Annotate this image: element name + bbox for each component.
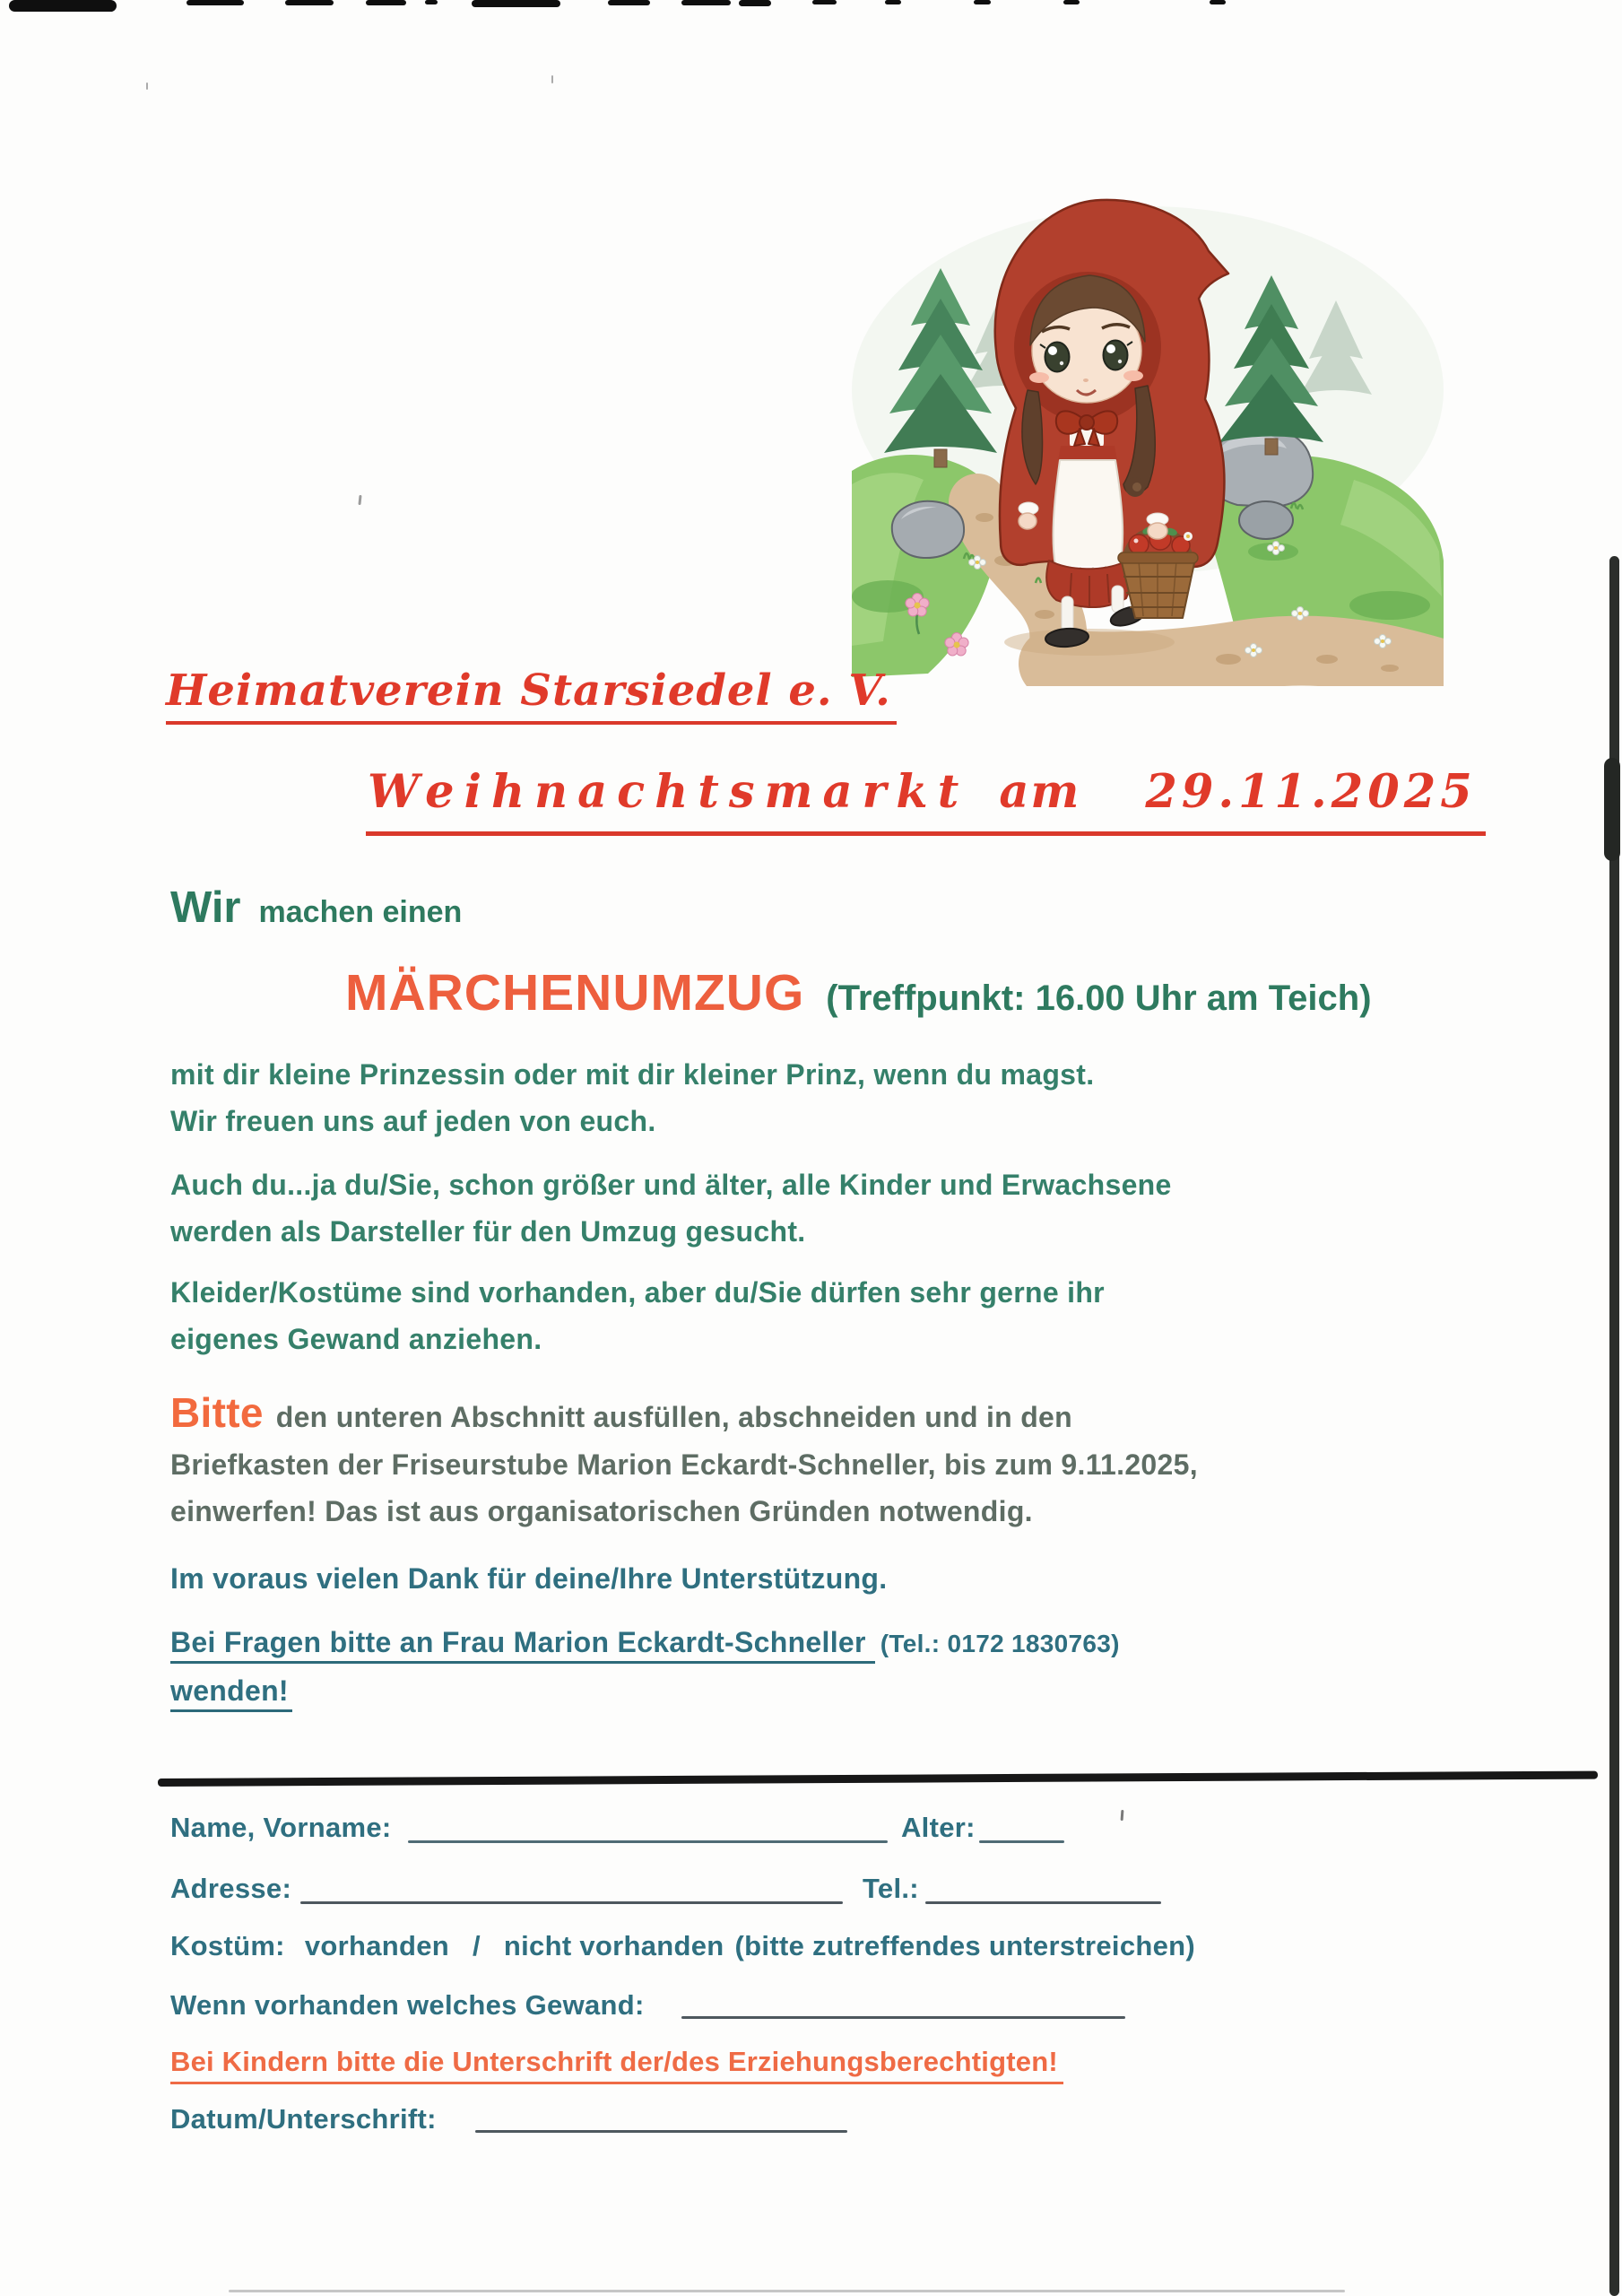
event-title-line [366,765,1486,836]
contact-line [170,1626,1120,1659]
event-am: am [999,765,1081,819]
intro-machen: machen einen [258,895,463,929]
little-red-riding-hood-illustration [852,175,1444,686]
scan-speck [551,75,553,83]
paragraph-line: Wir freuen uns auf jeden von euch. [170,1105,656,1137]
scan-artifact [472,0,560,7]
kostuem-option-vorhanden: vorhanden [304,1930,449,1961]
scan-artifact [885,0,901,4]
kostuem-line [170,1930,1195,1962]
scan-artifact [681,0,731,5]
contact-phone: (Tel.: 0172 1830763) [880,1630,1120,1657]
scan-artifact [285,0,334,5]
paragraph-line: einwerfen! Das ist aus organisatorischen Gründen notwendig. [170,1495,1033,1527]
kinder-note: Bei Kindern bitte die Unterschrift der/des Erziehungsberechtigten! [170,2046,1063,2084]
datum-field-label: Datum/Unterschrift: [170,2103,437,2135]
gewand-field-label: Wenn vorhanden welches Gewand: [170,1989,645,2021]
tel-field-label: Tel.: [863,1873,919,1904]
scan-artifact [366,0,406,5]
kostuem-hint: (bitte zutreffendes unterstreichen) [734,1930,1195,1961]
name-field-label: Name, Vorname: [170,1812,392,1843]
scan-artifact [608,0,650,5]
adresse-field-line [300,1901,843,1904]
club-name: Heimatverein Starsiedel e. V. [166,665,897,725]
kostuem-separator: / [472,1930,481,1961]
alter-field-label: Alter: [901,1812,976,1843]
kostuem-option-nicht-vorhanden: nicht vorhanden [503,1930,724,1961]
bitte-highlight: Bitte [170,1389,264,1436]
event-title: Weihnachtsmarkt [368,765,969,819]
scan-artifact [974,0,991,4]
alter-field-line [979,1840,1064,1843]
contact-name: Bei Fragen bitte an Frau Marion Eckardt-Schneller [170,1626,875,1664]
scan-artifact [739,0,771,6]
thanks-line: Im voraus vielen Dank für deine/Ihre Unterstützung. [170,1562,888,1595]
paragraph-line [170,1388,1072,1437]
paragraph-line: werden als Darsteller für den Umzug gesucht. [170,1215,806,1248]
kostuem-label: Kostüm: [170,1930,285,1961]
scan-speck [146,83,148,90]
gewand-field-line [681,2016,1125,2019]
intro-line [170,883,462,933]
intro-wir: Wir [170,883,241,932]
parade-meeting-point: (Treffpunkt: 16.00 Uhr am Teich) [826,978,1372,1018]
contact-wenden: wenden! [170,1674,292,1712]
paragraph-line: mit dir kleine Prinzessin oder mit dir kleiner Prinz, wenn du magst. [170,1058,1095,1091]
event-date: 29.11.2025 [1145,765,1477,819]
paragraph-line: Auch du...ja du/Sie, schon größer und älter, alle Kinder und Erwachsene [170,1169,1172,1201]
scan-artifact [812,0,837,4]
paragraph-line: Briefkasten der Friseurstube Marion Eckardt-Schneller, bis zum 9.11.2025, [170,1448,1198,1481]
parade-title-line [345,963,1372,1022]
adresse-field-label: Adresse: [170,1873,292,1904]
scan-edge-strip [1604,758,1620,861]
paragraph-line: Kleider/Kostüme sind vorhanden, aber du/Sie dürfen sehr gerne ihr [170,1276,1105,1309]
cut-line [158,1771,1598,1787]
scan-artifact [1210,0,1226,4]
scan-artifact [1063,0,1080,4]
datum-field-line [475,2130,847,2133]
paragraph-line: eigenes Gewand anziehen. [170,1323,542,1355]
contact-line-end [170,1674,292,1708]
name-field-line [408,1840,888,1843]
scan-speck [358,495,361,505]
tel-field-line [925,1901,1161,1904]
parade-title: MÄRCHENUMZUG [345,964,805,1022]
scan-artifact [425,0,438,4]
scan-artifact [186,0,244,5]
scan-artifact [9,0,117,12]
scan-speck [1121,1810,1124,1821]
scan-edge-line [229,2290,1345,2292]
paragraph-text: den unteren Abschnitt ausfüllen, abschneiden und in den [275,1401,1072,1433]
